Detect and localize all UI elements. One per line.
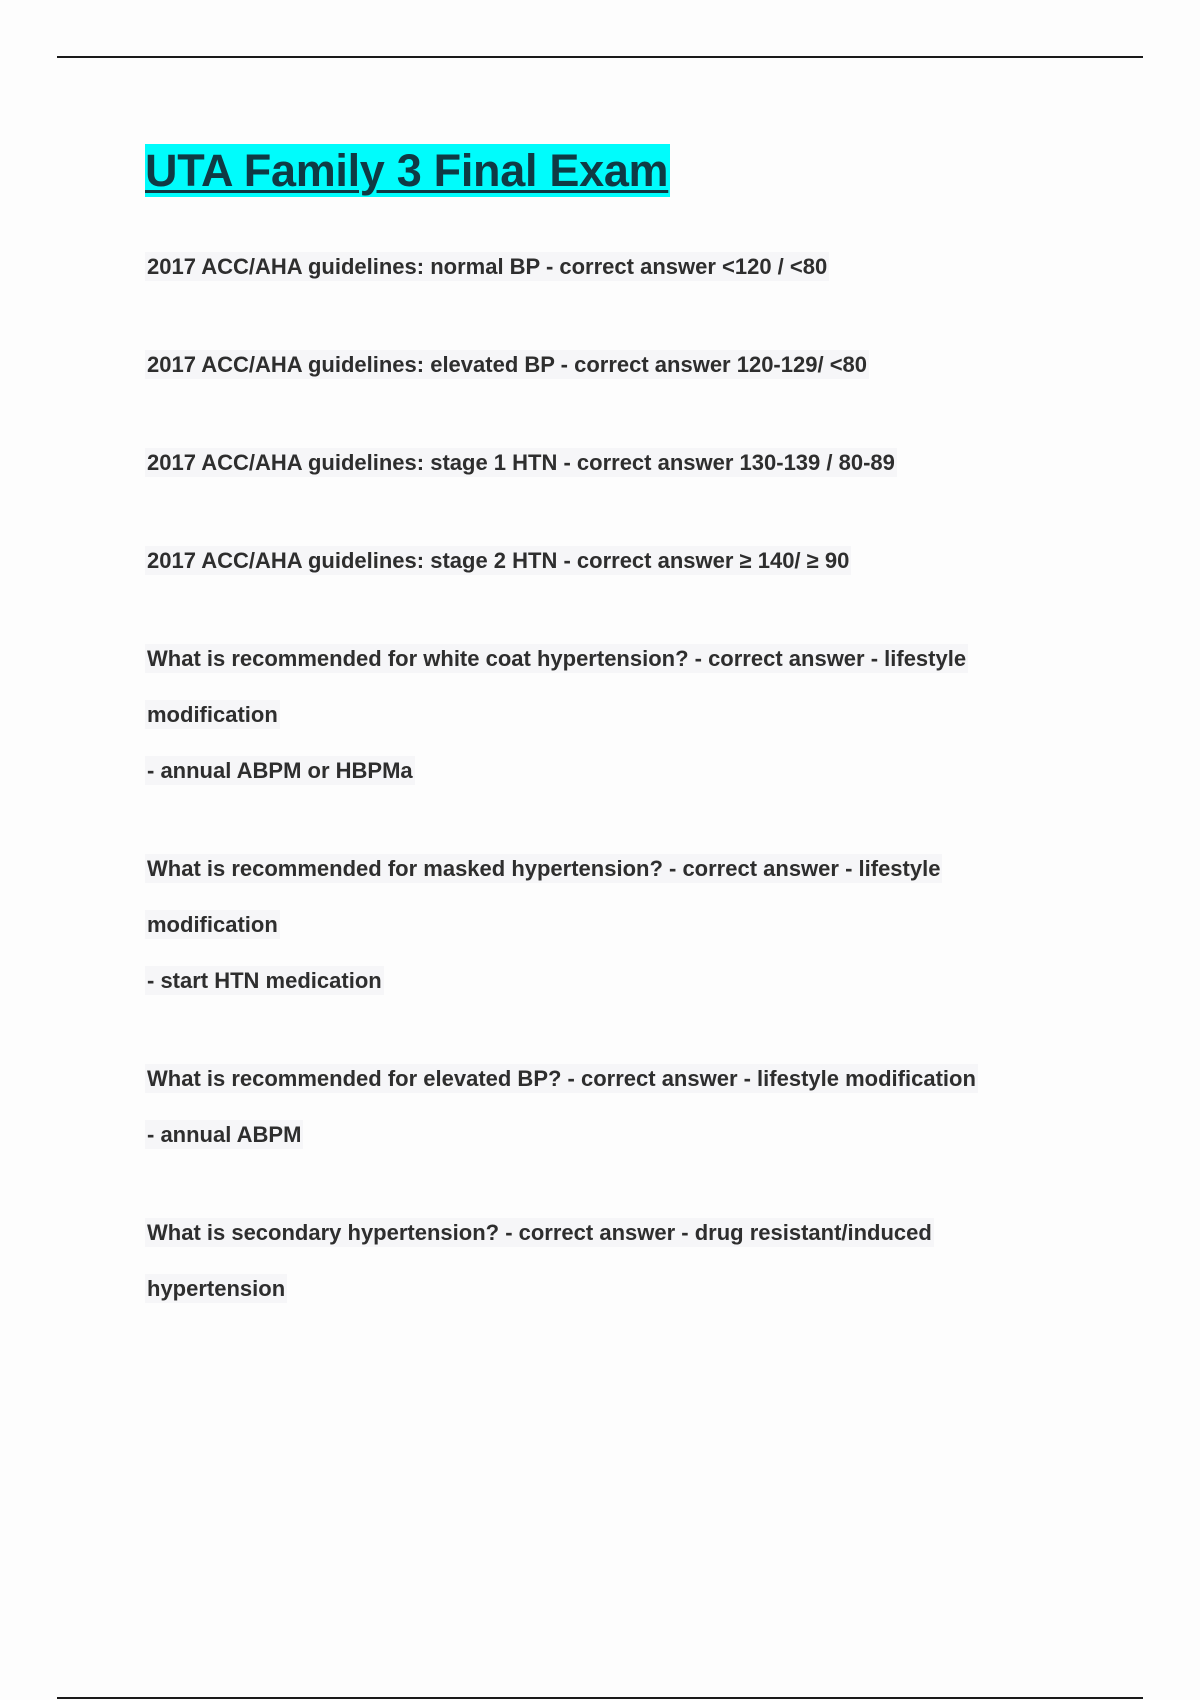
- qa-line: What is recommended for elevated BP? - correct answer - lifestyle modification: [147, 1066, 976, 1091]
- qa-line: What is secondary hypertension? - correct answer - drug resistant/induced: [147, 1220, 932, 1245]
- footer-rule: [57, 1697, 1143, 1699]
- qa-line: modification: [147, 702, 278, 727]
- qa-item: [145, 533, 1105, 589]
- qa-item: [145, 337, 1105, 393]
- header-rule: [57, 56, 1143, 58]
- document-body: [145, 144, 1105, 1373]
- qa-line: 2017 ACC/AHA guidelines: elevated BP - correct answer 120-129/ <80: [147, 352, 868, 377]
- qa-line: - annual ABPM: [147, 1122, 302, 1147]
- qa-item: [145, 435, 1105, 491]
- qa-line: hypertension: [147, 1276, 286, 1301]
- qa-item: [145, 1051, 1105, 1163]
- title-highlight: [145, 144, 670, 197]
- qa-line: modification: [147, 912, 278, 937]
- qa-item: [145, 841, 1105, 1009]
- qa-line: What is recommended for white coat hypertension? - correct answer - lifestyle: [147, 646, 967, 671]
- qa-line: What is recommended for masked hypertension? - correct answer - lifestyle: [147, 856, 941, 881]
- qa-list: [145, 239, 1105, 1317]
- qa-item: [145, 631, 1105, 799]
- qa-line: - start HTN medication: [147, 968, 382, 993]
- qa-line: 2017 ACC/AHA guidelines: normal BP - correct answer <120 / <80: [147, 254, 828, 279]
- qa-line: - annual ABPM or HBPMa: [147, 758, 413, 783]
- qa-line: 2017 ACC/AHA guidelines: stage 2 HTN - correct answer ≥ 140/ ≥ 90: [147, 548, 850, 573]
- qa-item: [145, 239, 1105, 295]
- qa-item: [145, 1205, 1105, 1317]
- page-title: UTA Family 3 Final Exam: [145, 145, 669, 196]
- qa-line: 2017 ACC/AHA guidelines: stage 1 HTN - correct answer 130-139 / 80-89: [147, 450, 895, 475]
